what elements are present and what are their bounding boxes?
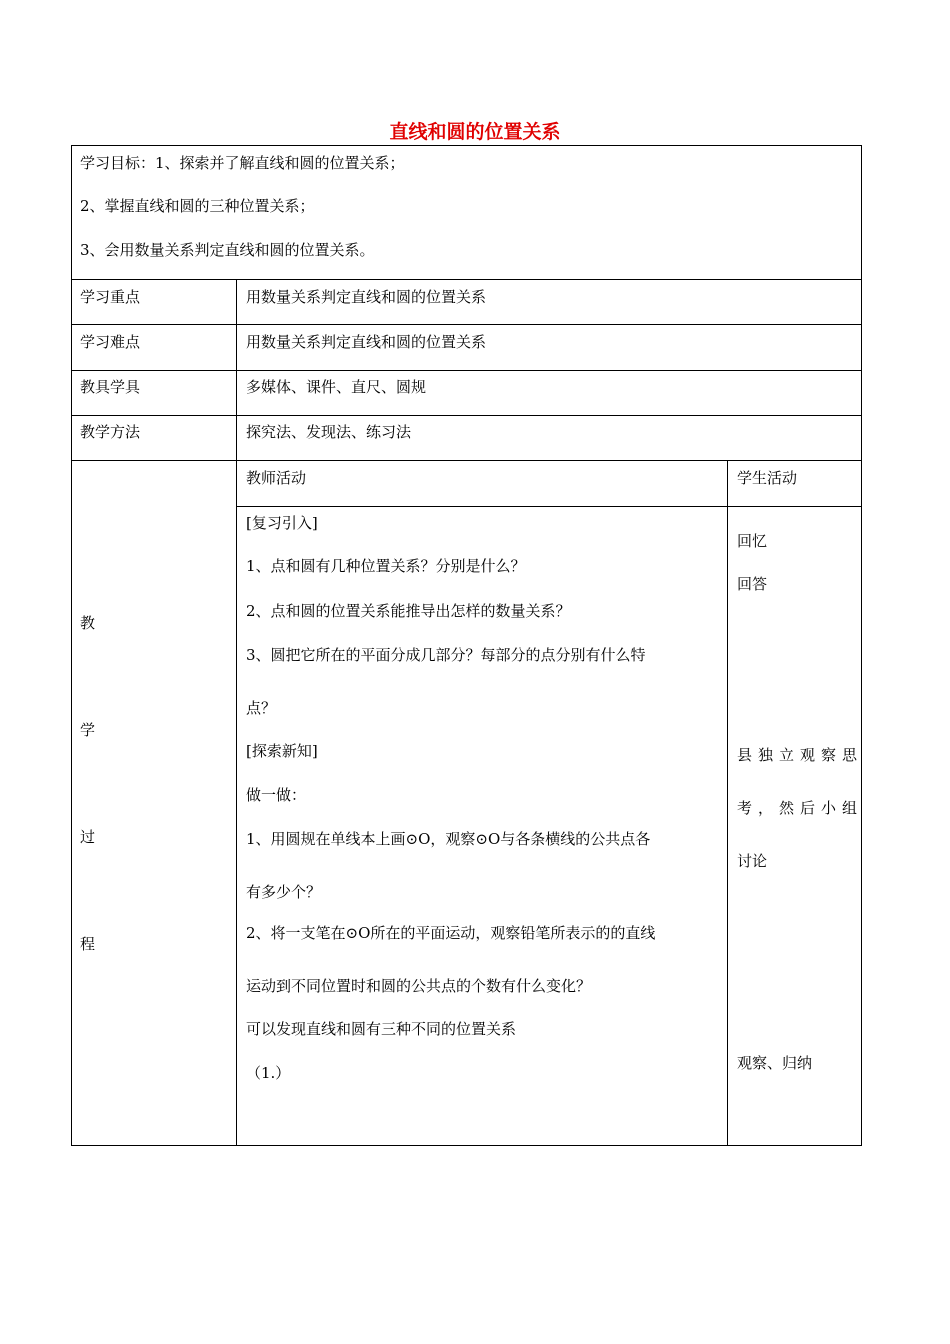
teacher-line: 3、圆把它所在的平面分成几部分？每部分的点分别有什么特 — [246, 646, 646, 664]
lesson-plan-table — [71, 145, 862, 1146]
student-line: 回忆 — [737, 532, 768, 550]
teacher-line: [探索新知] — [246, 742, 318, 760]
student-activity-header: 学生活动 — [737, 469, 798, 487]
student-line: 考，然后小组 — [737, 799, 864, 817]
teacher-line: （1.） — [246, 1064, 291, 1082]
teacher-line: 2、将一支笔在⊙O所在的平面运动，观察铅笔所表示的的直线 — [246, 924, 656, 942]
activity-column-divider — [727, 460, 728, 1146]
teacher-line: 1、用圆规在单线本上画⊙O，观察⊙O与各条横线的公共点各 — [246, 830, 651, 848]
objective-line-2: 2、掌握直线和圆的三种位置关系； — [80, 197, 315, 215]
teacher-line: 2、点和圆的位置关系能推导出怎样的数量关系？ — [246, 602, 571, 620]
row-divider — [71, 370, 862, 371]
key-points-value: 用数量关系判定直线和圆的位置关系 — [246, 288, 487, 306]
process-label-char: 过 — [80, 828, 96, 846]
difficulties-value: 用数量关系判定直线和圆的位置关系 — [246, 333, 487, 351]
process-label-char: 程 — [80, 935, 96, 953]
teacher-line: 有多少个？ — [246, 883, 322, 901]
student-line: 回答 — [737, 575, 768, 593]
objective-line-3: 3、会用数量关系判定直线和圆的位置关系。 — [80, 241, 375, 259]
row-divider — [71, 460, 862, 461]
teaching-aids-label: 教具学具 — [80, 378, 141, 396]
teacher-line: 做一做： — [246, 786, 307, 804]
teacher-line: [复习引入] — [246, 514, 318, 532]
teaching-aids-value: 多媒体、课件、直尺、圆规 — [246, 378, 427, 396]
teacher-activity-header: 教师活动 — [246, 469, 307, 487]
row-divider — [71, 324, 862, 325]
key-points-label: 学习重点 — [80, 288, 141, 306]
process-label-char: 教 — [80, 614, 96, 632]
objective-line-1: 学习目标：1、探索并了解直线和圆的位置关系； — [80, 154, 405, 172]
student-line: 观察、归纳 — [737, 1054, 813, 1072]
table-border-top — [71, 145, 862, 146]
difficulties-label: 学习难点 — [80, 333, 141, 351]
teacher-line: 点？ — [246, 699, 277, 717]
teacher-line: 1、点和圆有几种位置关系？分别是什么？ — [246, 557, 526, 575]
row-divider — [236, 506, 862, 507]
teacher-line: 运动到不同位置时和圆的公共点的个数有什么变化？ — [246, 977, 592, 995]
document-title: 直线和圆的位置关系 — [389, 121, 561, 143]
table-border-right — [861, 145, 862, 1146]
student-line: 讨论 — [737, 852, 768, 870]
row-divider — [71, 279, 862, 280]
table-border-left — [71, 145, 72, 1146]
student-line: 县独立观察思 — [737, 746, 864, 764]
label-column-divider — [236, 279, 237, 1146]
table-border-bottom — [71, 1145, 862, 1146]
teacher-line: 可以发现直线和圆有三种不同的位置关系 — [246, 1020, 517, 1038]
process-label-char: 学 — [80, 721, 96, 739]
row-divider — [71, 415, 862, 416]
teaching-method-label: 教学方法 — [80, 423, 141, 441]
teaching-method-value: 探究法、发现法、练习法 — [246, 423, 412, 441]
